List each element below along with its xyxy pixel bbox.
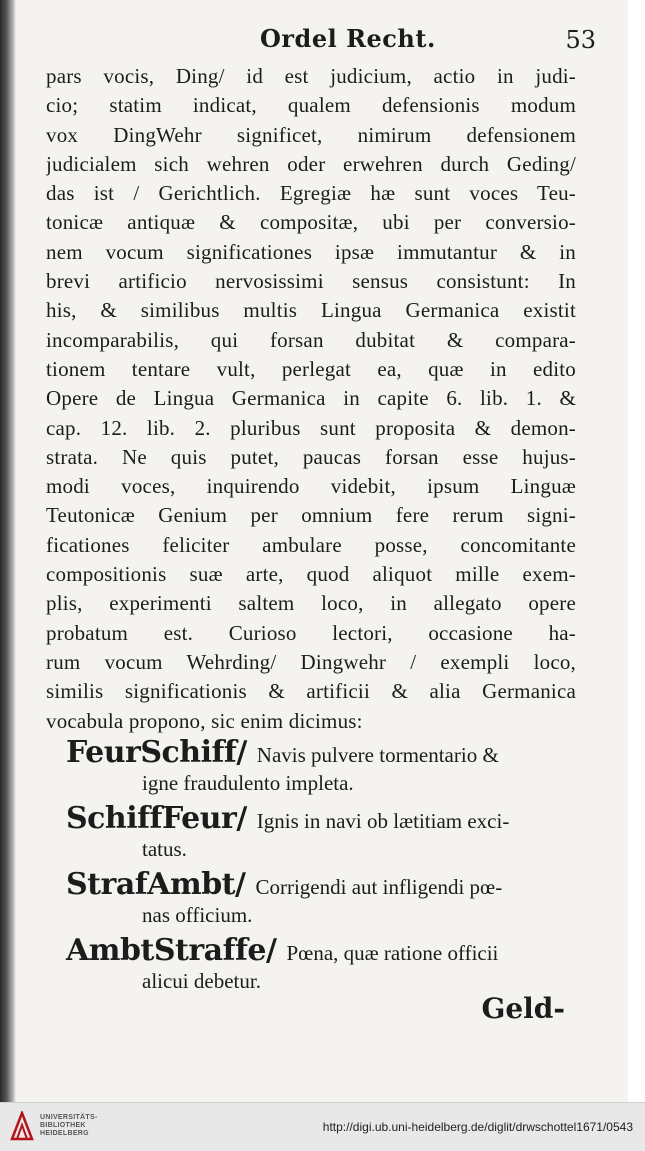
entry-continuation: igne fraudulento impleta. xyxy=(142,771,354,795)
entry-definition: Corrigendi aut infligendi pœ- xyxy=(255,875,503,899)
text-line: Opere de Lingua Germanica in capite 6. lib. 1. & xyxy=(46,386,576,411)
vocabulary-list xyxy=(66,735,581,999)
text-line: das ist / Gerichtlich. Egregiæ hæ sunt voces Teu- xyxy=(46,181,576,206)
vocabulary-entry xyxy=(66,735,581,796)
text-line: compositionis suæ arte, quod aliquot mille exem- xyxy=(46,562,576,587)
logo-text-line: HEIDELBERG xyxy=(40,1130,89,1137)
text-line: judicialem sich wehren oder erwehren durch Geding/ xyxy=(46,151,576,176)
entry-term: FeurSchiff/ xyxy=(66,735,247,770)
text-line: his, & similibus multis Lingua Germanica existit xyxy=(46,298,576,323)
logo-text-line: UNIVERSITÄTS- xyxy=(40,1114,98,1121)
text-line: plis, experimenti saltem loco, in allegato opere xyxy=(46,591,576,616)
permalink-url[interactable]: http://digi.ub.uni-heidelberg.de/diglit/drwschottel1671/0543 xyxy=(322,1120,633,1134)
logo-text-line: BIBLIOTHEK xyxy=(40,1122,86,1129)
text-line: brevi artificio nervosissimi sensus consistunt: In xyxy=(46,269,576,294)
running-head: Ordel Recht. xyxy=(260,24,436,53)
entry-definition: Pœna, quæ ratione officii xyxy=(286,941,499,965)
entry-term: AmbtStraffe/ xyxy=(66,933,277,968)
library-seal-icon xyxy=(10,1111,34,1141)
vocabulary-entry xyxy=(66,801,581,862)
text-line: vocabula propono, sic enim dicimus: xyxy=(46,708,363,733)
text-line: probatum est. Curioso lectori, occasione ha- xyxy=(46,620,576,645)
text-line: Teutonicæ Genium per omnium fere rerum signi- xyxy=(46,503,576,528)
text-line: similis significationis & artificii & alia Germanica xyxy=(46,679,576,704)
catchword: Geld- xyxy=(481,992,565,1025)
body-text xyxy=(46,62,576,736)
page-header xyxy=(40,24,610,60)
viewer-footer xyxy=(0,1102,645,1151)
text-line: tonicæ antiquæ & compositæ, ubi per conversio- xyxy=(46,210,576,235)
entry-continuation: tatus. xyxy=(142,837,187,861)
text-line: rum vocum Wehrding/ Dingwehr / exempli loco, xyxy=(46,649,576,674)
text-line: ficationes feliciter ambulare posse, concomitante xyxy=(46,532,576,557)
page-gutter-shadow xyxy=(0,0,16,1102)
library-logo[interactable] xyxy=(10,1111,98,1141)
text-line: strata. Ne quis putet, paucas forsan esse hujus- xyxy=(46,444,576,469)
vocabulary-entry xyxy=(66,867,581,928)
page-number: 53 xyxy=(565,26,596,54)
text-line: modi voces, inquirendo videbit, ipsum Linguæ xyxy=(46,474,576,499)
entry-term: SchiffFeur/ xyxy=(66,801,247,836)
text-line: incomparabilis, qui forsan dubitat & compara- xyxy=(46,327,576,352)
text-line: nem vocum significationes ipsæ immutantur & in xyxy=(46,239,576,264)
text-line: cio; statim indicat, qualem defensionis modum xyxy=(46,93,576,118)
entry-continuation: nas officium. xyxy=(142,903,253,927)
text-line: tionem tentare vult, perlegat ea, quæ in edito xyxy=(46,356,576,381)
entry-continuation: alicui debetur. xyxy=(142,969,261,993)
entry-definition: Navis pulvere tormentario & xyxy=(256,743,499,767)
text-line: cap. 12. lib. 2. pluribus sunt proposita & demon- xyxy=(46,415,576,440)
entry-term: StrafAmbt/ xyxy=(66,867,246,902)
text-line: vox DingWehr significet, nimirum defensionem xyxy=(46,122,576,147)
entry-definition: Ignis in navi ob lætitiam exci- xyxy=(256,809,510,833)
page-margin-right xyxy=(628,0,645,1102)
vocabulary-entry xyxy=(66,933,581,994)
text-line: pars vocis, Ding/ id est judicium, actio in judi- xyxy=(46,64,576,88)
